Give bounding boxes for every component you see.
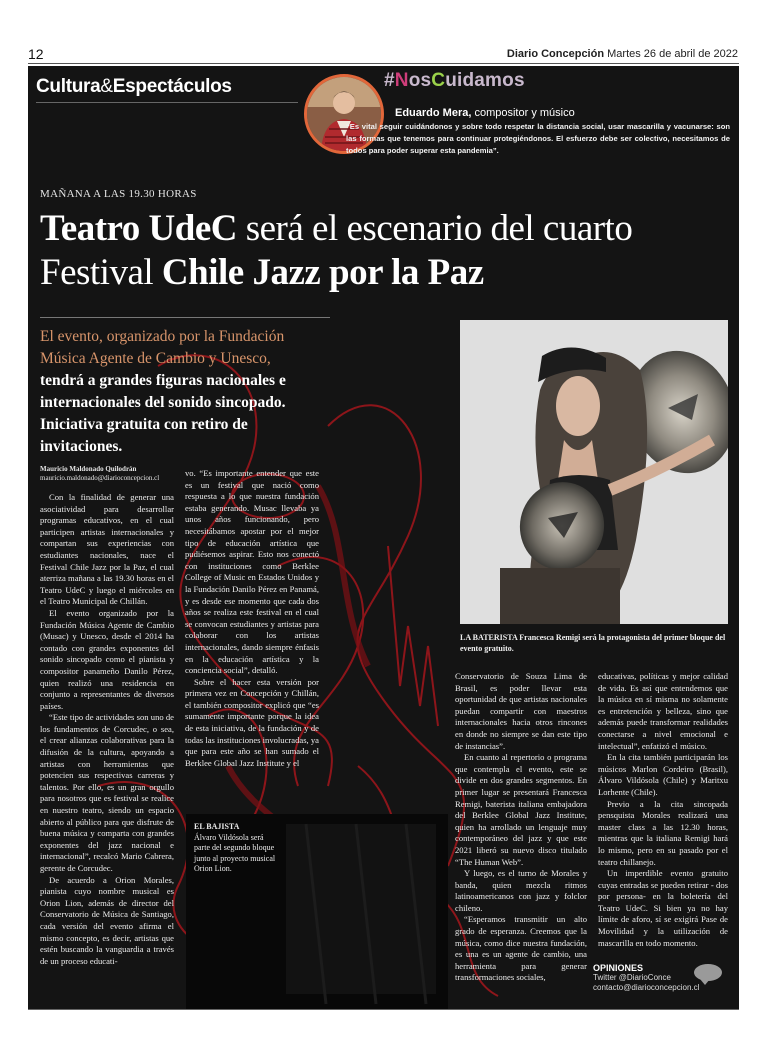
article-page: [28, 66, 739, 1010]
author-email: mauricio.maldonado@diarioconcepcion.cl: [40, 474, 160, 482]
opiniones-box: [593, 963, 733, 993]
newspaper-dateline: [507, 48, 738, 60]
headline-bold-2: Chile Jazz por la Paz: [161, 252, 484, 293]
article-overline: MAÑANA A LAS 19.30 HORAS: [40, 188, 197, 200]
headline-normal: será el escenario del cuarto Festival: [40, 208, 633, 293]
caption-2-text: Álvaro Vildósola será parte del segundo bloque junto al proyecto musical Orion Lion.: [194, 832, 276, 873]
deck-highlight: El evento, organizado por la Fundación Música Agente de Cambio y Unesco,: [40, 328, 285, 367]
columnist-name-bold: Eduardo Mera,: [395, 107, 472, 119]
hashtag-hash: #: [384, 70, 395, 91]
hashtag-os: os: [408, 70, 432, 91]
section-title: [36, 76, 232, 98]
drummer-photo: [460, 320, 728, 624]
body-column-1: [40, 492, 174, 967]
nos-cuidamos-hashtag: [384, 70, 525, 92]
paragraph: “Este tipo de actividades son uno de los fundamentos de Corcudec, o sea, el crear alianzas colaborativas para la difusión de la cultura, apoyando a artistas con herramientas que potencien sus respectivas carreras y talentos. Por ello, es un gran orgullo para nosotros que es festival se realice en nuestro teatro, siendo un espacio abierto al público para que disfrute de buena música y comparta con grandes exponentes del jazz nacional e internacional”, recalcó Mario Cabrera, gerente de Corcudec.: [40, 712, 174, 873]
paragraph: En cuanto al repertorio o programa que contempla el evento, este se divide en dos grandes segmentos. En primer lugar se presentará Francesca Remigi, baterista italiana embajadora del Berklee Global Jazz Institute, quien ha arrollado un lenguaje muy contemporáneo del jazz y que este 2021 liberó su nuevo disco titulado “The Human Web”.: [455, 752, 587, 867]
paragraph: Previo a la cita sincopada pensquista Morales realizará una master class a las 12.30 horas, mientras que la italiana Remigi hará lo mismo, pero en su pasado por el teatro chillanejo.: [598, 798, 728, 867]
top-rule: [28, 63, 739, 64]
article-headline: [40, 207, 739, 295]
byline: [40, 465, 159, 483]
body-column-4: [598, 671, 728, 949]
hashtag-uidamos: uidamos: [445, 70, 525, 91]
paragraph: educativas, políticas y mejor calidad de vida. Es así que entendemos que la música en sí misma no solamente es entretención y belleza, sino que además puede transformar realidades conectarse a nivel emocional e intelectual”, enfatizó el músico.: [598, 671, 728, 751]
paragraph: Con la finalidad de generar una asociatividad para desarrollar programas educativos, en el cual participen artistas internacionales y compartan sus experiencias con estudiantes nacionales, nace el Festival Chile Jazz por la Paz, el cual aterriza mañana a las 19.30 horas en el Teatro UdeC y luego el miércoles en el Teatro Municipal de Chillán.: [40, 492, 174, 607]
headline-bold-1: Teatro UdeC: [40, 208, 237, 249]
drummer-image: [460, 320, 728, 624]
columnist-name: [395, 107, 575, 119]
paragraph: vo. “Es importante entender que este es un festival que nació como respuesta a lo que nuestra fundación estaba generando. Musac llevaba ya unos años funcionando, pero necesitábamos apostar por el mejor tipo de educación artística que pudiésemos aspirar. Esto nos conectó con instituciones como Berklee College of Music en Estados Unidos y la Fundación Danilo Pérez en Panamá, y es desde ese momento que cada dos años se realiza este festival en el cual se convocan estudiantes y artistas para colaborar con los artistas internacionales, dando siempre énfasis en la educación artística y la conciencia social”, detalló.: [185, 468, 319, 676]
caption-2-label: EL BAJISTA: [194, 822, 240, 831]
hashtag-n: N: [394, 70, 409, 91]
page-number: 12: [28, 46, 44, 62]
article-deck: [40, 326, 310, 458]
paragraph: Un imperdible evento gratuito cuyas entradas se pueden retirar - dos por persona- en la boletería del Teatro UdeC. Si bien ya no hay límite de aforo, sí se exigirá Pase de Movilidad y la utilización de mascarilla en todo momento.: [598, 868, 728, 948]
caption-1-bold: LA BATERISTA Francesca Remigi: [460, 633, 581, 642]
section-title-amp: &: [100, 76, 113, 97]
caption-1-rest: será la protagonista del primer bloque del evento gratuito.: [460, 633, 726, 653]
section-title-right: Espectáculos: [112, 76, 232, 97]
paragraph: En la cita también participarán los músicos Marlon Cordeiro (Brasil), Álvaro Vildósola (Chile) y Maritxu Lorhente (Chile).: [598, 752, 728, 797]
columnist-role: compositor y músico: [471, 107, 575, 119]
body-column-2: [185, 468, 319, 769]
paragraph: De acuerdo a Orion Morales, pianista cuyo nombre musical es Orion Lion, además de director del Conservatorio de Música de Santiago, cada versión del evento afirma el mismo concepto, es decir, artistas que estén buscando la vanguardia a través de un proceso educati-: [40, 874, 174, 966]
issue-date: Martes 26 de abril de 2022: [607, 48, 738, 60]
body-column-3: [455, 671, 587, 984]
paragraph: El evento organizado por la Fundación Música Agente de Cambio (Musac) y Unesco, desde el 2014 ha contado con grandes exponentes del sonido sincopado como el pianista y compositor panameño Danilo Pérez, quien realizó una residencia en conjunto a representantes de diversos países.: [40, 607, 174, 711]
deck-rule: [40, 317, 330, 318]
opiniones-title: OPINIONES: [593, 963, 644, 973]
columnist-quote: “Es vital seguir cuidándonos y sobre todo respetar la distancia social, usar mascarilla y vacunarse: son las formas que tenemos para continuar protegiéndonos. El esfuerzo debe ser colectivo, necesitamos de todos para poder superar esta pandemia”.: [346, 122, 730, 155]
bottom-rule: [28, 1009, 739, 1010]
paragraph: “Esperamos transmitir un alto grado de esperanza. Creemos que la música, como dice nuestra fundación, es una es un agente de cambio, una herramienta para generar transformaciones sociales,: [455, 914, 587, 983]
photo-caption-2: [194, 822, 280, 875]
author-name: Mauricio Maldonado Quilodrán: [40, 465, 137, 473]
hashtag-c: C: [431, 70, 446, 91]
opiniones-twitter: Twitter @DiarioConce: [593, 973, 671, 982]
section-rule: [36, 102, 298, 103]
paragraph: Conservatorio de Souza Lima de Brasil, es poder llevar esta oportunidad de que artistas nacionales puedan compartir con maestros internacionales hacia otros rincones en donde no siempre se dan este tipo de instancias”.: [455, 671, 587, 751]
deck-bold: tendrá a grandes figuras nacionales e internacionales del sonido sincopado. Iniciativa gratuita con retiro de invitaciones.: [40, 372, 286, 455]
section-title-left: Cultura: [36, 76, 101, 97]
newspaper-name: Diario Concepción: [506, 48, 605, 60]
paragraph: Y luego, es el turno de Morales y banda, quien mezcla ritmos latinoamericanos con jazz y folclor chileno.: [455, 868, 587, 913]
photo-caption-1: [460, 632, 728, 654]
paragraph: Sobre el hacer esta versión por primera vez en Concepción y Chillán, el también compositor explicó que “es sumamente importante porque la idea de esta iniciativa, de la fundación y de todas las instituciones involucradas, ya que para este año se han sumado el Berklee Global Jazz Institute y el: [185, 676, 319, 768]
opiniones-email: contacto@diarioconcepcion.cl: [593, 983, 700, 992]
